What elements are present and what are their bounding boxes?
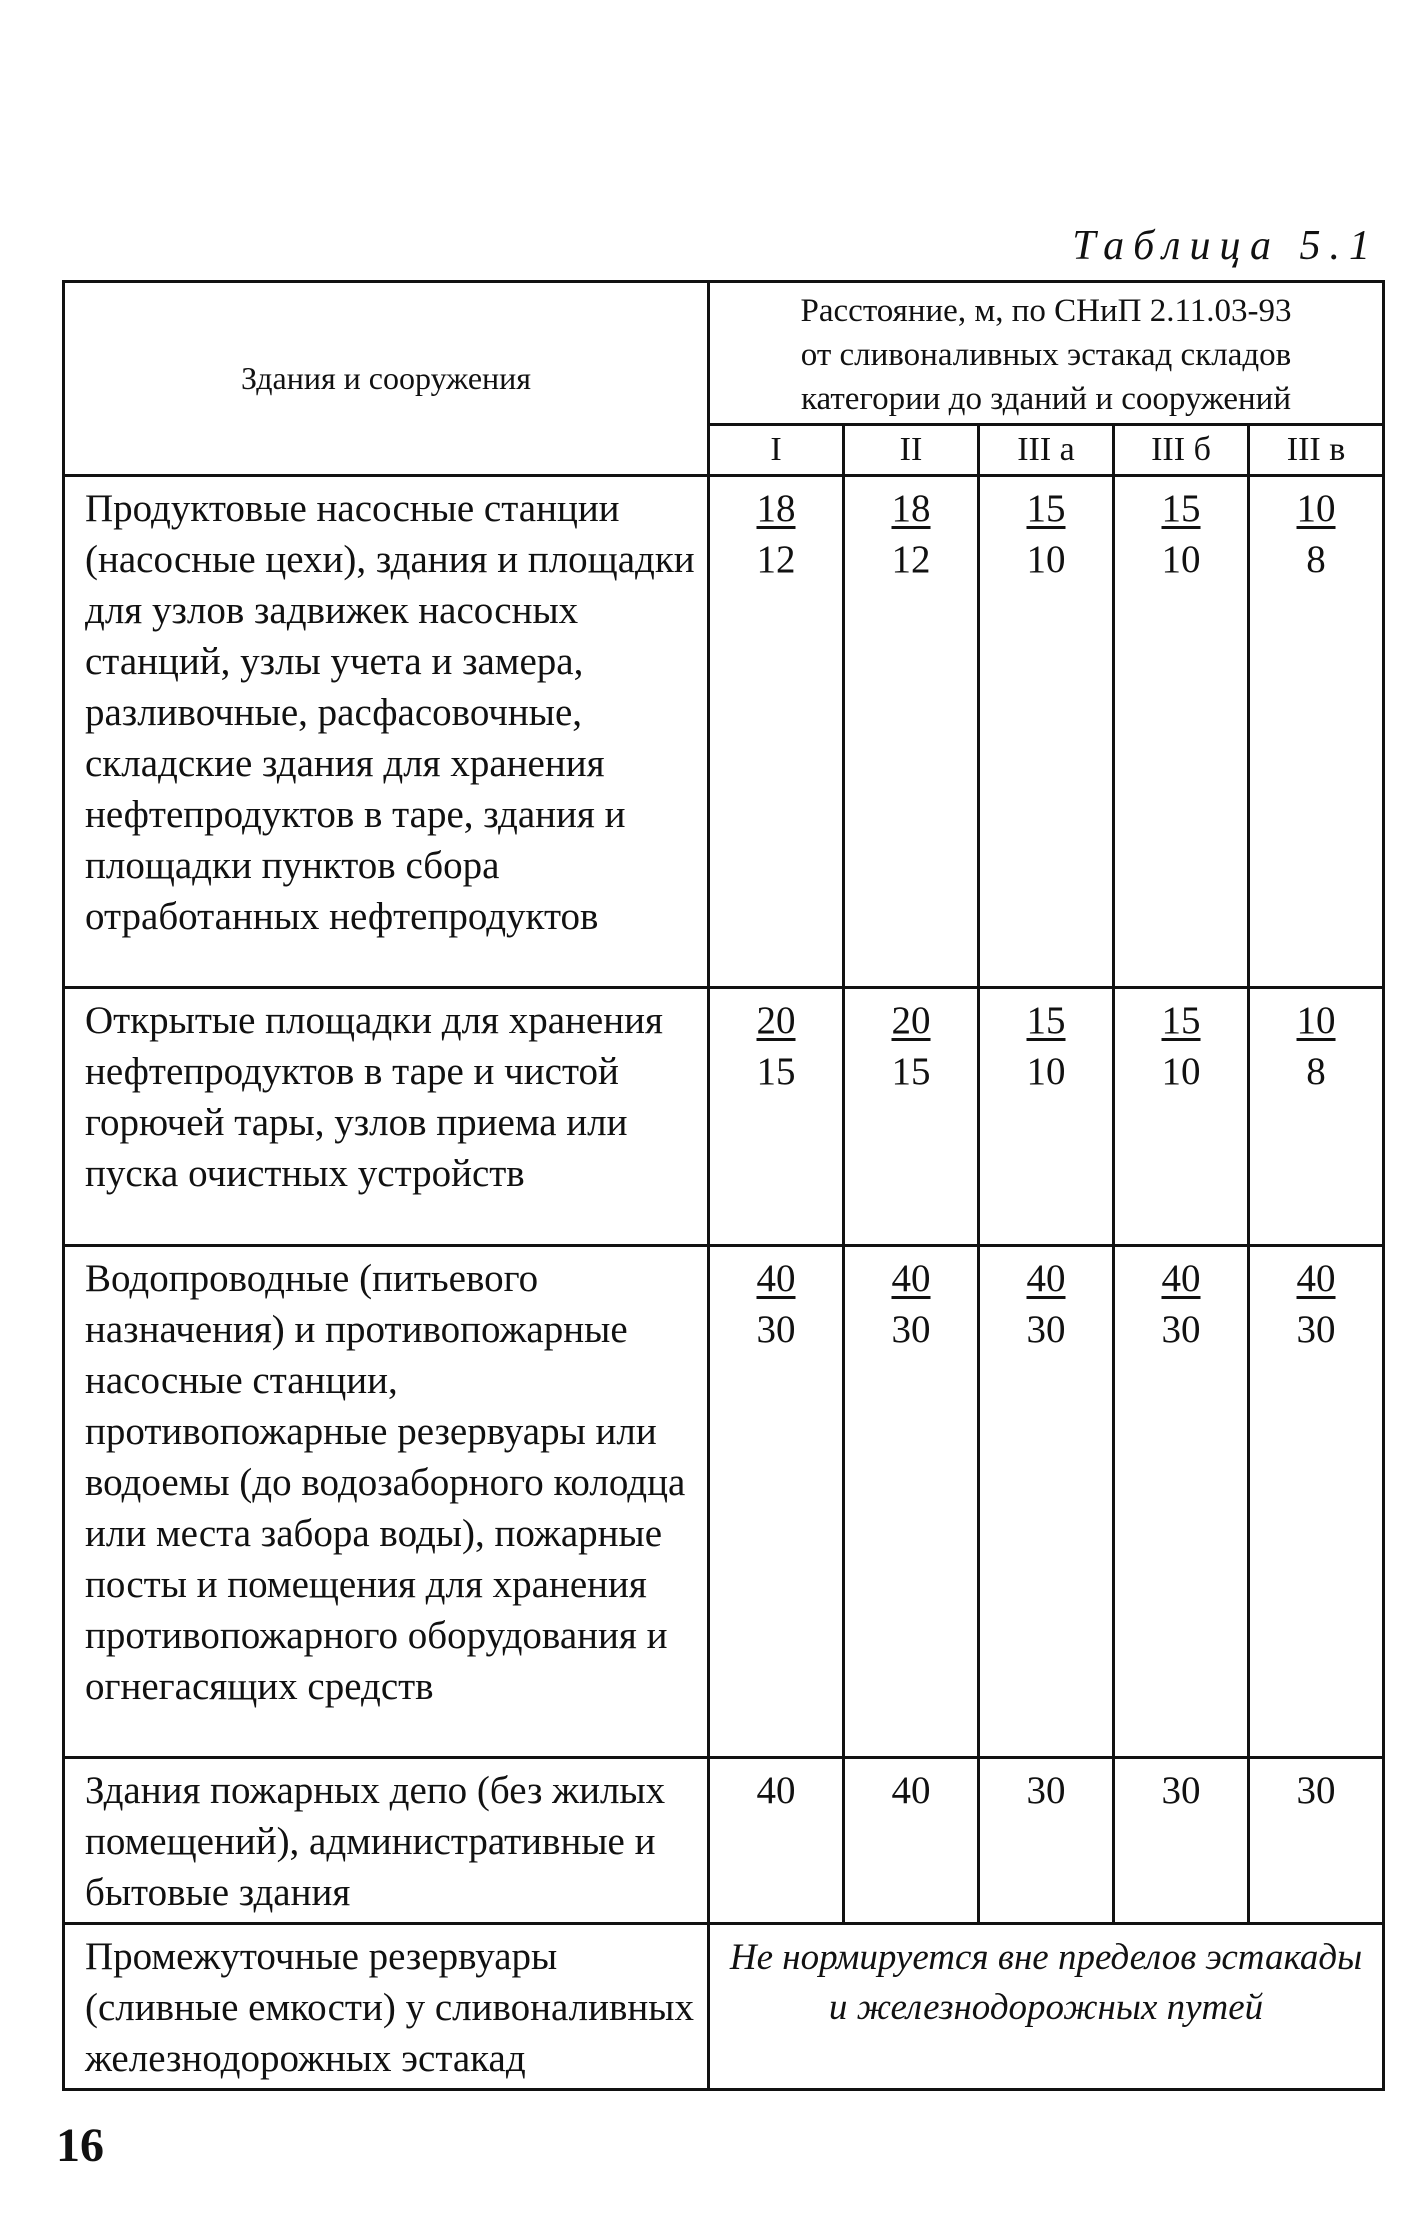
- page-number: 16: [56, 2119, 104, 2172]
- value-cell: 30: [1249, 1758, 1384, 1924]
- value-cell: 40 30: [844, 1246, 979, 1758]
- value-cell: 40: [844, 1758, 979, 1924]
- note-cell: Не нормируется вне пределов эстакады и железнодорожных путей: [709, 1924, 1384, 2090]
- row-name: Открытые площадки для хранения нефтепродуктов в таре и чистой горючей тары, узлов приема или пуска очистных устройств: [64, 988, 709, 1246]
- table-row: [64, 1758, 1384, 1924]
- header-row: [64, 282, 1384, 425]
- table-caption: Таблица 5.1: [1072, 223, 1379, 269]
- table-row: [64, 476, 1384, 988]
- category-cell: III а: [979, 425, 1114, 476]
- value-cell: 40 30: [1249, 1246, 1384, 1758]
- value-cell: 30: [979, 1758, 1114, 1924]
- header-distance-line2: от сливоналивных эстакад складов: [800, 337, 1292, 373]
- table-row: [64, 1924, 1384, 2090]
- value-cell: 15 10: [979, 476, 1114, 988]
- category-cell: II: [844, 425, 979, 476]
- value-cell: 15 10: [1114, 988, 1249, 1246]
- value-cell: 40: [709, 1758, 844, 1924]
- value-cell: 40 30: [1114, 1246, 1249, 1758]
- value-cell: 18 12: [844, 476, 979, 988]
- value-cell: 30: [1114, 1758, 1249, 1924]
- category-cell: I: [709, 425, 844, 476]
- header-distance-line1: Расстояние, м, по СНиП 2.11.03-93: [800, 293, 1292, 329]
- category-cell: III б: [1114, 425, 1249, 476]
- row-name: Водопроводные (питьевого назначения) и противопожарные насосные станции, противопожарные резервуары или водоемы (до водозаборного колодца или места забора воды), пожарные посты и помещения для хранения противопожарного оборудования и огнегасящих средств: [64, 1246, 709, 1758]
- value-cell: 20 15: [709, 988, 844, 1246]
- header-distance: [709, 282, 1384, 425]
- distance-table: [62, 280, 1385, 2091]
- value-cell: 18 12: [709, 476, 844, 988]
- value-cell: 15 10: [1114, 476, 1249, 988]
- table-row: [64, 988, 1384, 1246]
- row-name: Здания пожарных депо (без жилых помещений), административные и бытовые здания: [64, 1758, 709, 1924]
- value-cell: 10 8: [1249, 988, 1384, 1246]
- value-cell: 15 10: [979, 988, 1114, 1246]
- row-name: Продуктовые насосные станции (насосные цехи), здания и площадки для узлов задвижек насосных станций, узлы учета и замера, разливочные, расфасовочные, складские здания для хранения нефтепродуктов в таре, здания и площадки пунктов сбора отработанных нефтепродуктов: [64, 476, 709, 988]
- value-cell: 40 30: [709, 1246, 844, 1758]
- value-cell: 10 8: [1249, 476, 1384, 988]
- value-cell: 20 15: [844, 988, 979, 1246]
- category-cell: III в: [1249, 425, 1384, 476]
- row-name: Промежуточные резервуары (сливные емкости) у сливоналивных железнодорожных эстакад: [64, 1924, 709, 2090]
- table-row: [64, 1246, 1384, 1758]
- header-buildings: Здания и сооружения: [64, 282, 709, 476]
- header-distance-line3: категории до зданий и сооружений: [801, 381, 1292, 417]
- value-cell: 40 30: [979, 1246, 1114, 1758]
